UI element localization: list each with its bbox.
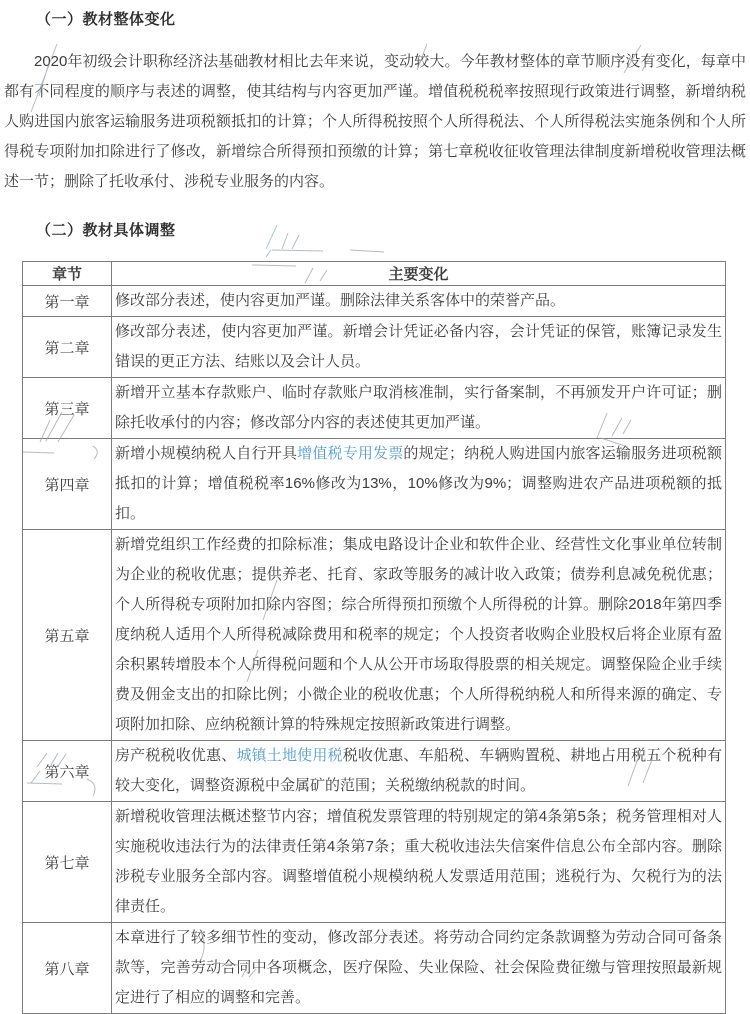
table-row	[23, 741, 726, 802]
change-description-cell: 本章进行了较多细节性的变动，修改部分表述。将劳动合同约定条款调整为劳动合同可备条款等，完善劳动合同中各项概念，医疗保险、失业保险、社会保险费征缴与管理按照最新规定进行了相应的调整和完善。	[112, 923, 726, 1014]
chapter-cell: 第七章	[23, 802, 112, 923]
change-description-cell: 新增小规模纳税人自行开具增值税专用发票的规定；纳税人购进国内旅客运输服务进项税额抵扣的计算；增值税税率16%修改为13%，10%修改为9%；调整购进农产品进项税额的抵扣。	[112, 439, 726, 530]
textbook-changes-table	[22, 261, 726, 1014]
chapter-cell: 第一章	[23, 286, 112, 317]
column-header-main-changes: 主要变化	[112, 262, 726, 286]
table-row	[23, 923, 726, 1014]
chapter-cell: 第三章	[23, 378, 112, 439]
chapter-cell: 第二章	[23, 317, 112, 378]
table-row	[23, 802, 726, 923]
changes-table-body	[23, 286, 726, 1014]
column-header-chapter: 章节	[23, 262, 112, 286]
intro-paragraph: 2020年初级会计职称经济法基础教材相比去年来说，变动较大。今年教材整体的章节顺序没有变化，每章中都有不同程度的顺序与表述的调整，使其结构与内容更加严谨。增值税税税率按照现行政策进行调整，新增纳税人购进国内旅客运输服务进项税额抵扣的计算；个人所得税按照个人所得税法、个人所得税法实施条例和个人所得税专项附加扣除进行了修改，新增综合所得预扣预缴的计算；第七章税收征收管理法律制度新增税收管理法概述一节；删除了托收承付、涉税专业服务的内容。	[4, 53, 746, 190]
change-description-cell: 修改部分表述，使内容更加严谨。删除法律关系客体中的荣誉产品。	[112, 286, 726, 317]
table-row	[23, 317, 726, 378]
chapter-cell: 第五章	[23, 530, 112, 741]
inline-term-link[interactable]: 城镇土地使用税	[236, 747, 343, 764]
table-row	[23, 439, 726, 530]
chapter-cell: 第六章	[23, 741, 112, 802]
change-description-cell: 修改部分表述，使内容更加严谨。新增会计凭证必备内容，会计凭证的保管，账簿记录发生错误的更正方法、结账以及会计人员。	[112, 317, 726, 378]
table-row	[23, 378, 726, 439]
table-header-row	[23, 262, 726, 286]
change-description-cell: 新增税收管理法概述整节内容；增值税发票管理的特别规定的第4条第5条；税务管理相对人实施税收违法行为的法律责任第4条第7条；重大税收违法失信案件信息公布全部内容。删除涉税专业服务全部内容。调整增值税小规模纳税人发票适用范围；逃税行为、欠税行为的法律责任。	[112, 802, 726, 923]
chapter-cell: 第八章	[23, 923, 112, 1014]
section-heading-detail-adjustments: （二）教材具体调整	[36, 222, 176, 239]
table-row	[23, 530, 726, 741]
change-description-cell: 新增党组织工作经费的扣除标准；集成电路设计企业和软件企业、经营性文化事业单位转制为企业的税收优惠；提供养老、托育、家政等服务的减计收入政策；债券利息减免税优惠；个人所得税专项附加扣除内容图；综合所得预扣预缴个人所得税的计算。删除2018年第四季度纳税人适用个人所得税减除费用和税率的规定；个人投资者收购企业股权后将企业原有盈余积累转增股本个人所得税问题和个人从公开市场取得股票的相关规定。调整保险企业手续费及佣金支出的扣除比例；小微企业的税收优惠；个人所得税纳税人和所得来源的确定、专项附加扣除、应纳税额计算的特殊规定按照新政策进行调整。	[112, 530, 726, 741]
change-description-cell: 新增开立基本存款账户、临时存款账户取消核准制，实行备案制，不再颁发开户许可证；删除托收承付的内容；修改部分内容的表述使其更加严谨。	[112, 378, 726, 439]
table-row	[23, 286, 726, 317]
chapter-cell: 第四章	[23, 439, 112, 530]
section-heading-overall-changes: （一）教材整体变化	[36, 11, 176, 28]
inline-term-link[interactable]: 增值税专用发票	[297, 445, 404, 462]
table-header	[23, 262, 726, 286]
change-description-cell: 房产税税收优惠、城镇土地使用税税收优惠、车船税、车辆购置税、耕地占用税五个税种有较大变化，调整资源税中金属矿的范围；关税缴纳税款的时间。	[112, 741, 726, 802]
